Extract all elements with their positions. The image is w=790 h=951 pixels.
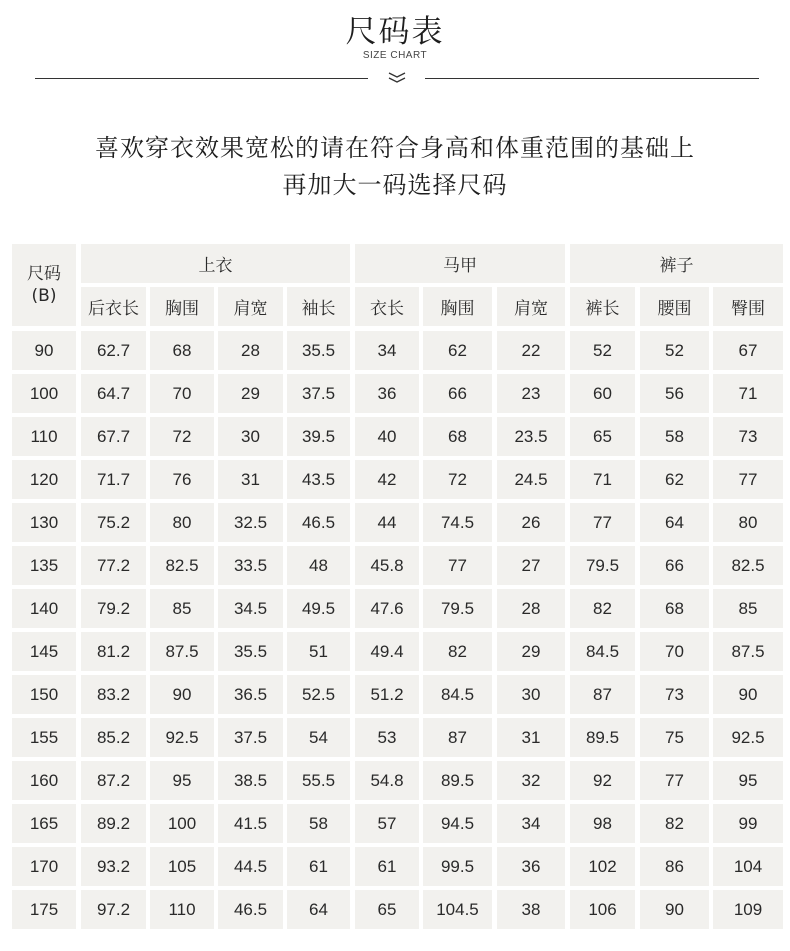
- table-cell: 72: [423, 460, 492, 499]
- table-cell: 99: [713, 804, 783, 843]
- table-cell: 83.2: [81, 675, 146, 714]
- table-cell: 34: [497, 804, 565, 843]
- table-cell: 65: [355, 890, 419, 929]
- table-cell: 87.5: [150, 632, 214, 671]
- table-cell: 94.5: [423, 804, 492, 843]
- table-cell: 38: [497, 890, 565, 929]
- table-cell: 51.2: [355, 675, 419, 714]
- table-cell: 99.5: [423, 847, 492, 886]
- table-cell: 27: [497, 546, 565, 585]
- table-cell: 85: [713, 589, 783, 628]
- table-cell: 110: [150, 890, 214, 929]
- table-cell: 55.5: [287, 761, 350, 800]
- table-cell: 39.5: [287, 417, 350, 456]
- table-cell: 77.2: [81, 546, 146, 585]
- table-cell: 48: [287, 546, 350, 585]
- table-cell: 61: [355, 847, 419, 886]
- table-cell: 30: [497, 675, 565, 714]
- table-cell: 68: [640, 589, 709, 628]
- table-cell: 67.7: [81, 417, 146, 456]
- table-cell: 90: [640, 890, 709, 929]
- table-cell: 70: [150, 374, 214, 413]
- page-subtitle: SIZE CHART: [362, 50, 428, 61]
- table-cell: 85.2: [81, 718, 146, 757]
- column-header: 衣长: [355, 287, 419, 326]
- table-cell: 104: [713, 847, 783, 886]
- table-cell: 89.5: [423, 761, 492, 800]
- table-cell: 62: [640, 460, 709, 499]
- table-cell: 75: [640, 718, 709, 757]
- table-cell: 44.5: [218, 847, 283, 886]
- table-cell: 62.7: [81, 331, 146, 370]
- table-cell: 77: [570, 503, 635, 542]
- table-cell: 28: [497, 589, 565, 628]
- table-cell: 104.5: [423, 890, 492, 929]
- size-cell: 140: [12, 589, 76, 628]
- table-cell: 86: [640, 847, 709, 886]
- table-cell: 79.2: [81, 589, 146, 628]
- table-cell: 65: [570, 417, 635, 456]
- table-cell: 81.2: [81, 632, 146, 671]
- table-cell: 49.5: [287, 589, 350, 628]
- table-cell: 82: [423, 632, 492, 671]
- table-cell: 87.2: [81, 761, 146, 800]
- table-cell: 82: [570, 589, 635, 628]
- table-cell: 57: [355, 804, 419, 843]
- table-cell: 89.5: [570, 718, 635, 757]
- table-cell: 84.5: [423, 675, 492, 714]
- table-cell: 42: [355, 460, 419, 499]
- table-cell: 46.5: [287, 503, 350, 542]
- table-cell: 90: [150, 675, 214, 714]
- size-cell: 130: [12, 503, 76, 542]
- group-header: 裤子: [570, 244, 783, 283]
- table-cell: 87: [423, 718, 492, 757]
- table-cell: 66: [423, 374, 492, 413]
- table-cell: 92.5: [713, 718, 783, 757]
- table-cell: 73: [640, 675, 709, 714]
- size-cell: 155: [12, 718, 76, 757]
- table-cell: 31: [497, 718, 565, 757]
- page-title: 尺码表: [345, 14, 445, 50]
- table-cell: 23: [497, 374, 565, 413]
- size-cell: 100: [12, 374, 76, 413]
- size-cell: 135: [12, 546, 76, 585]
- table-cell: 95: [713, 761, 783, 800]
- table-cell: 35.5: [218, 632, 283, 671]
- table-cell: 24.5: [497, 460, 565, 499]
- column-header: 袖长: [287, 287, 350, 326]
- size-cell: 170: [12, 847, 76, 886]
- table-cell: 38.5: [218, 761, 283, 800]
- table-cell: 79.5: [570, 546, 635, 585]
- table-cell: 80: [713, 503, 783, 542]
- table-cell: 54.8: [355, 761, 419, 800]
- column-header: 裤长: [570, 287, 635, 326]
- table-cell: 41.5: [218, 804, 283, 843]
- table-cell: 36: [355, 374, 419, 413]
- table-cell: 92.5: [150, 718, 214, 757]
- size-header-unit: (B): [31, 286, 57, 306]
- column-header: 后衣长: [81, 287, 146, 326]
- table-cell: 77: [713, 460, 783, 499]
- size-cell: 160: [12, 761, 76, 800]
- fit-note-line-1: 喜欢穿衣效果宽松的请在符合身高和体重范围的基础上: [95, 134, 695, 162]
- table-cell: 98: [570, 804, 635, 843]
- table-cell: 35.5: [287, 331, 350, 370]
- table-cell: 71: [570, 460, 635, 499]
- table-cell: 49.4: [355, 632, 419, 671]
- table-cell: 70: [640, 632, 709, 671]
- table-cell: 89.2: [81, 804, 146, 843]
- table-cell: 87: [570, 675, 635, 714]
- table-cell: 61: [287, 847, 350, 886]
- size-cell: 145: [12, 632, 76, 671]
- table-cell: 52.5: [287, 675, 350, 714]
- table-cell: 82: [640, 804, 709, 843]
- table-cell: 58: [287, 804, 350, 843]
- table-cell: 36.5: [218, 675, 283, 714]
- table-cell: 71: [713, 374, 783, 413]
- table-cell: 80: [150, 503, 214, 542]
- size-cell: 120: [12, 460, 76, 499]
- table-cell: 34.5: [218, 589, 283, 628]
- size-cell: 175: [12, 890, 76, 929]
- table-cell: 32: [497, 761, 565, 800]
- table-cell: 46.5: [218, 890, 283, 929]
- table-cell: 64.7: [81, 374, 146, 413]
- table-cell: 32.5: [218, 503, 283, 542]
- column-header: 胸围: [150, 287, 214, 326]
- table-cell: 37.5: [218, 718, 283, 757]
- table-cell: 43.5: [287, 460, 350, 499]
- table-cell: 79.5: [423, 589, 492, 628]
- table-cell: 71.7: [81, 460, 146, 499]
- column-header: 腰围: [640, 287, 709, 326]
- table-cell: 100: [150, 804, 214, 843]
- table-cell: 30: [218, 417, 283, 456]
- divider-right: [425, 78, 759, 79]
- table-cell: 64: [640, 503, 709, 542]
- table-cell: 40: [355, 417, 419, 456]
- group-header: 马甲: [355, 244, 565, 283]
- column-header: 胸围: [423, 287, 492, 326]
- table-cell: 97.2: [81, 890, 146, 929]
- table-cell: 72: [150, 417, 214, 456]
- table-cell: 33.5: [218, 546, 283, 585]
- table-cell: 77: [423, 546, 492, 585]
- size-cell: 150: [12, 675, 76, 714]
- table-cell: 28: [218, 331, 283, 370]
- table-cell: 22: [497, 331, 565, 370]
- table-cell: 56: [640, 374, 709, 413]
- table-cell: 29: [218, 374, 283, 413]
- table-cell: 77: [640, 761, 709, 800]
- group-header: 上衣: [81, 244, 350, 283]
- table-cell: 92: [570, 761, 635, 800]
- size-column-header: [12, 244, 76, 326]
- table-cell: 64: [287, 890, 350, 929]
- table-cell: 37.5: [287, 374, 350, 413]
- table-cell: 60: [570, 374, 635, 413]
- table-cell: 26: [497, 503, 565, 542]
- table-cell: 45.8: [355, 546, 419, 585]
- table-cell: 102: [570, 847, 635, 886]
- table-cell: 58: [640, 417, 709, 456]
- size-cell: 165: [12, 804, 76, 843]
- table-cell: 51: [287, 632, 350, 671]
- table-cell: 105: [150, 847, 214, 886]
- table-cell: 106: [570, 890, 635, 929]
- fit-note-line-2: 再加大一码选择尺码: [282, 171, 508, 199]
- table-cell: 47.6: [355, 589, 419, 628]
- table-cell: 82.5: [713, 546, 783, 585]
- double-chevron-down-icon: [388, 72, 406, 84]
- table-cell: 67: [713, 331, 783, 370]
- size-cell: 110: [12, 417, 76, 456]
- table-cell: 73: [713, 417, 783, 456]
- table-cell: 54: [287, 718, 350, 757]
- table-cell: 62: [423, 331, 492, 370]
- column-header: 肩宽: [218, 287, 283, 326]
- table-cell: 93.2: [81, 847, 146, 886]
- table-cell: 82.5: [150, 546, 214, 585]
- table-cell: 84.5: [570, 632, 635, 671]
- table-cell: 68: [423, 417, 492, 456]
- table-cell: 87.5: [713, 632, 783, 671]
- column-header: 臀围: [713, 287, 783, 326]
- table-cell: 29: [497, 632, 565, 671]
- table-cell: 76: [150, 460, 214, 499]
- table-cell: 53: [355, 718, 419, 757]
- column-header: 肩宽: [497, 287, 565, 326]
- table-cell: 109: [713, 890, 783, 929]
- size-header-label: 尺码: [27, 264, 61, 284]
- table-cell: 23.5: [497, 417, 565, 456]
- table-cell: 85: [150, 589, 214, 628]
- divider-left: [35, 78, 368, 79]
- size-cell: 90: [12, 331, 76, 370]
- table-cell: 31: [218, 460, 283, 499]
- table-cell: 68: [150, 331, 214, 370]
- table-cell: 34: [355, 331, 419, 370]
- table-cell: 90: [713, 675, 783, 714]
- table-cell: 52: [640, 331, 709, 370]
- table-cell: 36: [497, 847, 565, 886]
- table-cell: 95: [150, 761, 214, 800]
- table-cell: 52: [570, 331, 635, 370]
- table-cell: 66: [640, 546, 709, 585]
- table-cell: 75.2: [81, 503, 146, 542]
- table-cell: 74.5: [423, 503, 492, 542]
- table-cell: 44: [355, 503, 419, 542]
